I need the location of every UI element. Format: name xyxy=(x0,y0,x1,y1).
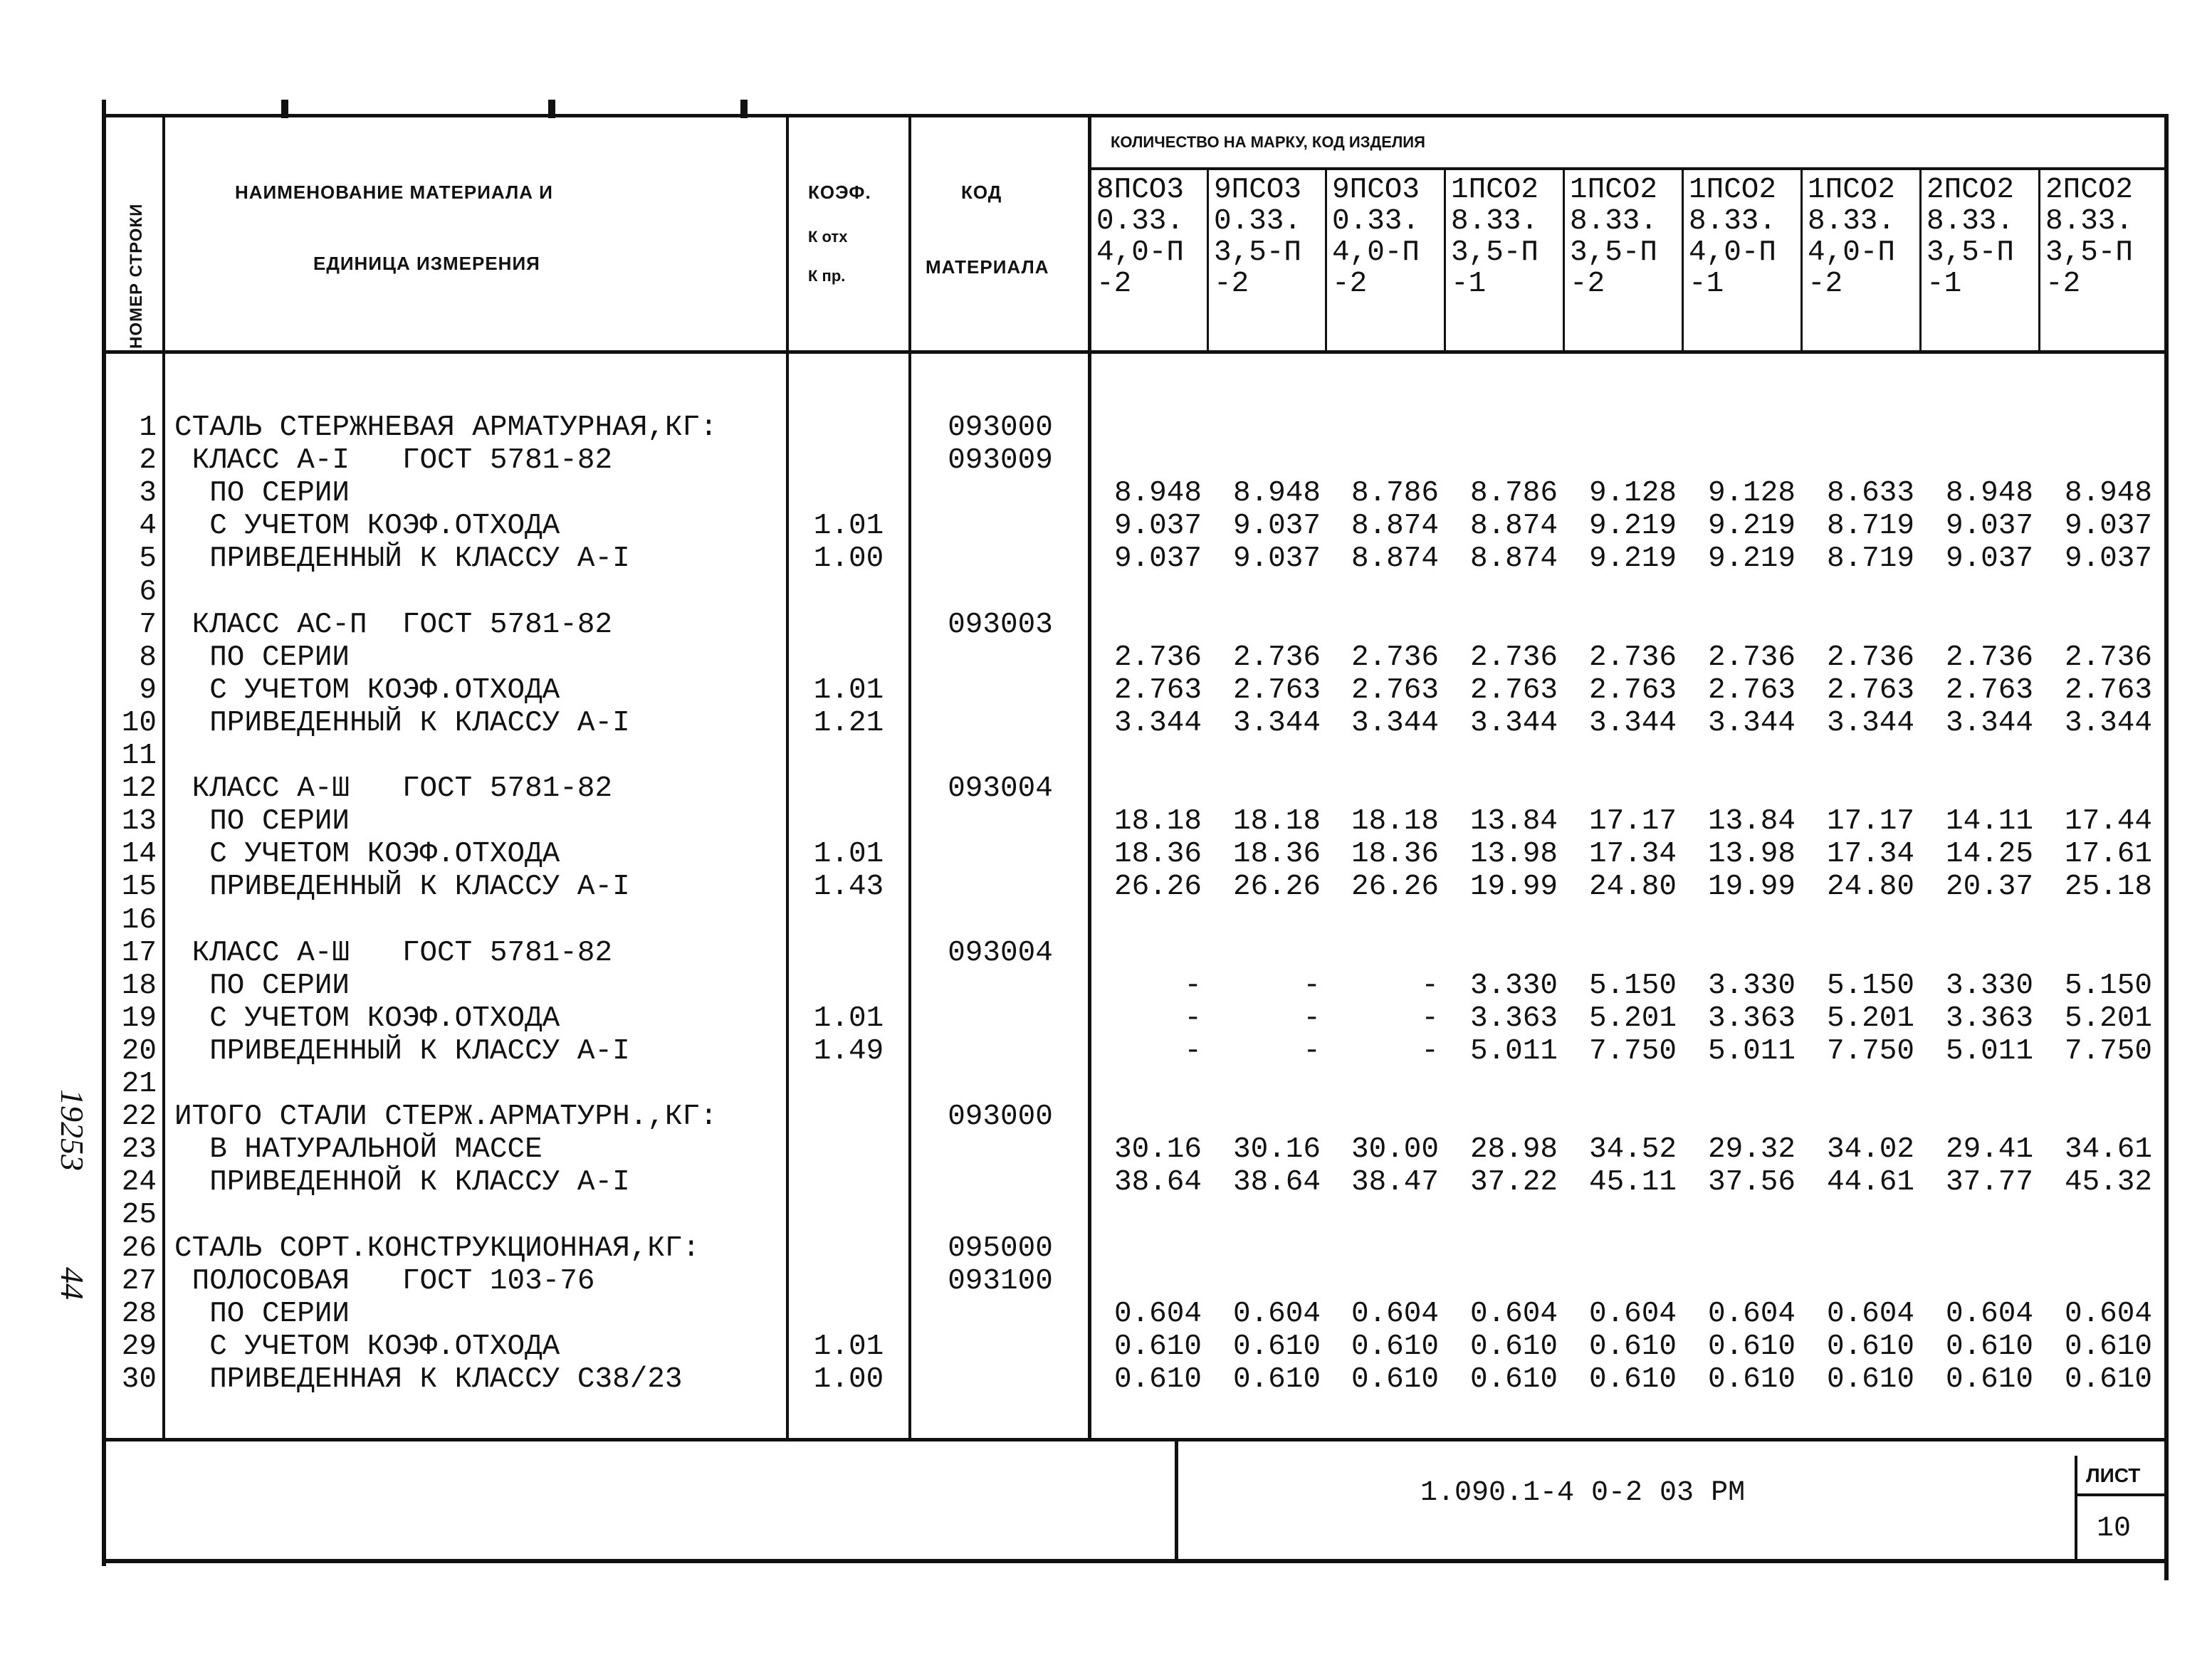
material-code: 093009 xyxy=(948,444,1053,477)
quantity-value: 0.610 xyxy=(2064,1363,2152,1396)
quantity-value: 5.201 xyxy=(2064,1002,2152,1035)
quantity-value: 0.610 xyxy=(1351,1330,1439,1363)
row-number: 26 xyxy=(121,1232,157,1265)
quantity-value: - xyxy=(1184,1035,1202,1068)
material-name: ПО СЕРИИ xyxy=(174,805,350,838)
material-name: С УЧЕТОМ КОЭФ.ОТХОДА xyxy=(174,838,560,871)
material-name: ПО СЕРИИ xyxy=(174,641,350,674)
material-name: ИТОГО СТАЛИ СТЕРЖ.АРМАТУРН.,КГ: xyxy=(174,1101,718,1133)
quantity-value: 8.874 xyxy=(1351,510,1439,542)
quantity-value: 0.610 xyxy=(1707,1330,1796,1363)
row-number: 23 xyxy=(121,1133,157,1166)
quantity-value: 5.201 xyxy=(1826,1002,1914,1035)
row-number: 22 xyxy=(121,1101,157,1133)
quantity-value: 19.99 xyxy=(1707,871,1796,903)
quantity-value: 29.41 xyxy=(1945,1133,2033,1166)
quantity-value: 9.128 xyxy=(1707,477,1796,510)
row-number: 24 xyxy=(121,1166,157,1199)
mark-header: 9ПСО3 0.33. 4,0-П -2 xyxy=(1332,174,1420,300)
quantity-value: 0.610 xyxy=(1588,1330,1677,1363)
frame-tick xyxy=(281,100,288,118)
quantity-value: 25.18 xyxy=(2064,871,2152,903)
quantity-value: 0.604 xyxy=(1351,1298,1439,1330)
quantity-value: 19.99 xyxy=(1469,871,1558,903)
margin-number-1: 19253 xyxy=(54,1089,90,1171)
row-number: 11 xyxy=(121,740,157,772)
quantity-value: 2.736 xyxy=(2064,641,2152,674)
quantity-value: 9.037 xyxy=(1945,510,2033,542)
quantity-value: 18.36 xyxy=(1351,838,1439,871)
quantity-value: 0.610 xyxy=(1469,1330,1558,1363)
material-name: ПРИВЕДЕННЫЙ К КЛАССУ А-I xyxy=(174,707,630,740)
row-number: 16 xyxy=(121,904,157,937)
mark-header: 1ПСО2 8.33. 4,0-П -1 xyxy=(1689,174,1777,300)
quantity-value: 9.037 xyxy=(2064,510,2152,542)
quantity-value: 3.344 xyxy=(1945,707,2033,740)
quantity-value: 0.604 xyxy=(1113,1298,1202,1330)
quantity-value: 8.719 xyxy=(1826,542,1914,575)
quantity-value: 3.363 xyxy=(1945,1002,2033,1035)
quantity-value: 8.786 xyxy=(1351,477,1439,510)
material-name: ПРИВЕДЕННЫЙ К КЛАССУ А-I xyxy=(174,542,630,575)
quantity-value: 2.736 xyxy=(1469,641,1558,674)
coefficient: 1.01 xyxy=(813,674,884,707)
quantity-value: 18.36 xyxy=(1232,838,1321,871)
quantity-value: 0.610 xyxy=(1232,1363,1321,1396)
quantity-value: 20.37 xyxy=(1945,871,2033,903)
coefficient: 1.21 xyxy=(813,707,884,740)
material-code: 093100 xyxy=(948,1265,1053,1298)
row-number: 12 xyxy=(121,772,157,805)
row-number: 2 xyxy=(139,444,157,477)
quantity-value: 24.80 xyxy=(1826,871,1914,903)
material-name: КЛАСС А-Ш ГОСТ 5781-82 xyxy=(174,772,613,805)
quantity-value: 0.610 xyxy=(1113,1363,1202,1396)
quantity-value: 0.604 xyxy=(1826,1298,1914,1330)
coefficient: 1.01 xyxy=(813,838,884,871)
quantity-value: 5.011 xyxy=(1945,1035,2033,1068)
col-divider-name xyxy=(786,114,789,1438)
quantity-value: 8.948 xyxy=(1113,477,1202,510)
quantity-value: 34.52 xyxy=(1588,1133,1677,1166)
quantity-value: 34.02 xyxy=(1826,1133,1914,1166)
mark-divider xyxy=(1682,169,1684,352)
quantity-value: 0.610 xyxy=(1113,1330,1202,1363)
sheet-label-line xyxy=(2075,1493,2167,1496)
row-number: 25 xyxy=(121,1199,157,1231)
material-code: 093004 xyxy=(948,772,1053,805)
coefficient: 1.01 xyxy=(813,1002,884,1035)
quantity-value: 38.47 xyxy=(1351,1166,1439,1199)
coef-header-line1: КОЭФ. xyxy=(808,182,871,203)
mark-divider xyxy=(2038,169,2040,352)
quantity-value: 0.604 xyxy=(1469,1298,1558,1330)
quantity-value: 17.34 xyxy=(1826,838,1914,871)
quantity-value: 13.98 xyxy=(1707,838,1796,871)
row-number: 29 xyxy=(121,1330,157,1363)
coef-header-line3: К пр. xyxy=(808,267,846,285)
quantity-value: 3.344 xyxy=(2064,707,2152,740)
quantity-value: 2.736 xyxy=(1945,641,2033,674)
quantity-value: 8.948 xyxy=(1945,477,2033,510)
row-number: 21 xyxy=(121,1068,157,1101)
coefficient: 1.49 xyxy=(813,1035,884,1068)
row-number: 3 xyxy=(139,477,157,510)
quantity-value: 0.610 xyxy=(1469,1363,1558,1396)
col-divider-code xyxy=(1088,114,1091,1438)
mark-divider xyxy=(1207,169,1209,352)
quantity-value: 45.11 xyxy=(1588,1166,1677,1199)
quantity-value: 17.61 xyxy=(2064,838,2152,871)
quantity-value: 8.786 xyxy=(1469,477,1558,510)
quantity-value: 2.763 xyxy=(1707,674,1796,707)
quantity-value: 18.18 xyxy=(1232,805,1321,838)
mark-divider xyxy=(1800,169,1803,352)
frame-tick xyxy=(548,100,555,118)
material-name: ПО СЕРИИ xyxy=(174,970,350,1002)
quantity-value: 9.037 xyxy=(2064,542,2152,575)
sheet-label: ЛИСТ xyxy=(2086,1464,2141,1486)
quantity-value: 18.36 xyxy=(1113,838,1202,871)
quantity-value: 2.736 xyxy=(1113,641,1202,674)
quantity-value: 45.32 xyxy=(2064,1166,2152,1199)
header-bottom-line xyxy=(102,350,2169,354)
quantity-value: 9.037 xyxy=(1113,542,1202,575)
name-header-line2: ЕДИНИЦА ИЗМЕРЕНИЯ xyxy=(313,253,540,274)
row-number: 30 xyxy=(121,1363,157,1396)
quantity-value: 0.610 xyxy=(1351,1363,1439,1396)
quantity-value: 7.750 xyxy=(1826,1035,1914,1068)
frame-tick xyxy=(740,100,748,118)
mark-header: 9ПСО3 0.33. 3,5-П -2 xyxy=(1214,174,1302,300)
quantity-value: 8.874 xyxy=(1351,542,1439,575)
quantity-value: 38.64 xyxy=(1232,1166,1321,1199)
quantity-value: 3.344 xyxy=(1588,707,1677,740)
quantity-value: 44.61 xyxy=(1826,1166,1914,1199)
mark-header: 2ПСО2 8.33. 3,5-П -1 xyxy=(1927,174,2015,300)
material-name: ПО СЕРИИ xyxy=(174,1298,350,1330)
mark-header: 2ПСО2 8.33. 3,5-П -2 xyxy=(2045,174,2134,300)
quantity-value: - xyxy=(1421,1002,1439,1035)
quantity-value: - xyxy=(1303,1002,1321,1035)
row-number: 8 xyxy=(139,641,157,674)
quantity-value: 5.011 xyxy=(1469,1035,1558,1068)
material-name: С УЧЕТОМ КОЭФ.ОТХОДА xyxy=(174,1330,560,1363)
quantity-value: 0.610 xyxy=(1707,1363,1796,1396)
row-number: 14 xyxy=(121,838,157,871)
col-divider-coef xyxy=(908,114,911,1438)
row-number: 27 xyxy=(121,1265,157,1298)
quantity-value: 5.150 xyxy=(1588,970,1677,1002)
quantity-value: - xyxy=(1184,1002,1202,1035)
quantity-value: 3.344 xyxy=(1113,707,1202,740)
quantity-value: 5.150 xyxy=(2064,970,2152,1002)
row-number: 28 xyxy=(121,1298,157,1330)
quantity-value: 3.344 xyxy=(1469,707,1558,740)
frame-bottom-border xyxy=(102,1559,2169,1563)
material-code: 095000 xyxy=(948,1232,1053,1265)
material-code: 093003 xyxy=(948,609,1053,641)
quantity-value: 2.763 xyxy=(1588,674,1677,707)
quantity-value: 0.604 xyxy=(1945,1298,2033,1330)
quantity-header-line xyxy=(1089,167,2169,170)
code-header-line1: КОД xyxy=(961,182,1002,203)
name-header-line1: НАИМЕНОВАНИЕ МАТЕРИАЛА И xyxy=(235,182,553,203)
quantity-value: 5.150 xyxy=(1826,970,1914,1002)
quantity-value: 18.18 xyxy=(1351,805,1439,838)
quantity-value: 2.763 xyxy=(1945,674,2033,707)
quantity-value: 18.18 xyxy=(1113,805,1202,838)
quantity-value: 26.26 xyxy=(1113,871,1202,903)
quantity-value: 37.56 xyxy=(1707,1166,1796,1199)
quantity-value: 8.948 xyxy=(2064,477,2152,510)
quantity-value: 2.736 xyxy=(1588,641,1677,674)
quantity-value: 0.610 xyxy=(2064,1330,2152,1363)
quantity-value: 14.11 xyxy=(1945,805,2033,838)
quantity-value: 26.26 xyxy=(1351,871,1439,903)
coefficient: 1.01 xyxy=(813,1330,884,1363)
quantity-value: 5.011 xyxy=(1707,1035,1796,1068)
quantity-value: - xyxy=(1184,970,1202,1002)
quantity-value: 2.736 xyxy=(1707,641,1796,674)
quantity-value: 0.604 xyxy=(1588,1298,1677,1330)
table-bottom-line xyxy=(102,1438,2169,1441)
quantity-value: 0.610 xyxy=(1232,1330,1321,1363)
row-number: 4 xyxy=(139,510,157,542)
code-header-line2: МАТЕРИАЛА xyxy=(926,256,1049,278)
material-name: КЛАСС АС-П ГОСТ 5781-82 xyxy=(174,609,613,641)
material-name: ПО СЕРИИ xyxy=(174,477,350,510)
material-name: ПРИВЕДЕННЫЙ К КЛАССУ А-I xyxy=(174,871,630,903)
frame-left-border xyxy=(102,100,106,1566)
quantity-value: 24.80 xyxy=(1588,871,1677,903)
col-divider-number xyxy=(162,114,165,1438)
quantity-value: 3.330 xyxy=(1469,970,1558,1002)
material-name: С УЧЕТОМ КОЭФ.ОТХОДА xyxy=(174,674,560,707)
sheet-divider xyxy=(2075,1456,2077,1560)
quantity-value: - xyxy=(1303,970,1321,1002)
coefficient: 1.00 xyxy=(813,1363,884,1396)
quantity-value: 9.219 xyxy=(1707,542,1796,575)
quantity-value: 3.330 xyxy=(1945,970,2033,1002)
quantity-value: 9.219 xyxy=(1588,510,1677,542)
stamp-divider xyxy=(1175,1439,1178,1560)
quantity-value: 2.763 xyxy=(1351,674,1439,707)
mark-divider xyxy=(1325,169,1327,352)
quantity-value: 8.948 xyxy=(1232,477,1321,510)
material-name: СТАЛЬ СОРТ.КОНСТРУКЦИОННАЯ,КГ: xyxy=(174,1232,701,1265)
quantity-value: 0.610 xyxy=(1945,1363,2033,1396)
coefficient: 1.01 xyxy=(813,510,884,542)
quantity-value: 2.736 xyxy=(1351,641,1439,674)
frame-right-border xyxy=(2164,114,2169,1580)
quantity-value: 0.604 xyxy=(2064,1298,2152,1330)
quantity-value: 17.17 xyxy=(1826,805,1914,838)
quantity-value: 0.604 xyxy=(1232,1298,1321,1330)
material-name: СТАЛЬ СТЕРЖНЕВАЯ АРМАТУРНАЯ,КГ: xyxy=(174,411,718,444)
row-number: 20 xyxy=(121,1035,157,1068)
row-number: 15 xyxy=(121,871,157,903)
quantity-value: 9.219 xyxy=(1707,510,1796,542)
quantity-header: КОЛИЧЕСТВО НА МАРКУ, КОД ИЗДЕЛИЯ xyxy=(1111,133,1425,151)
quantity-value: 37.77 xyxy=(1945,1166,2033,1199)
quantity-value: 8.633 xyxy=(1826,477,1914,510)
quantity-value: 2.736 xyxy=(1826,641,1914,674)
mark-header: 1ПСО2 8.33. 4,0-П -2 xyxy=(1808,174,1896,300)
material-name: КЛАСС А-I ГОСТ 5781-82 xyxy=(174,444,613,477)
quantity-value: - xyxy=(1421,970,1439,1002)
quantity-value: 13.98 xyxy=(1469,838,1558,871)
quantity-value: 7.750 xyxy=(1588,1035,1677,1068)
quantity-value: 7.750 xyxy=(2064,1035,2152,1068)
quantity-value: - xyxy=(1303,1035,1321,1068)
quantity-value: 9.037 xyxy=(1945,542,2033,575)
quantity-value: 3.344 xyxy=(1826,707,1914,740)
quantity-value: 9.037 xyxy=(1232,510,1321,542)
quantity-value: 9.037 xyxy=(1232,542,1321,575)
quantity-value: 5.201 xyxy=(1588,1002,1677,1035)
quantity-value: 30.16 xyxy=(1113,1133,1202,1166)
row-number: 10 xyxy=(121,707,157,740)
quantity-value: 30.00 xyxy=(1351,1133,1439,1166)
row-number: 19 xyxy=(121,1002,157,1035)
quantity-value: 2.763 xyxy=(2064,674,2152,707)
coef-header-line2: К отх xyxy=(808,228,848,246)
quantity-value: 3.363 xyxy=(1707,1002,1796,1035)
material-code: 093000 xyxy=(948,411,1053,444)
quantity-value: 8.719 xyxy=(1826,510,1914,542)
row-number: 5 xyxy=(139,542,157,575)
quantity-value: 9.219 xyxy=(1588,542,1677,575)
mark-header: 1ПСО2 8.33. 3,5-П -1 xyxy=(1451,174,1539,300)
quantity-value: 29.32 xyxy=(1707,1133,1796,1166)
quantity-value: 8.874 xyxy=(1469,510,1558,542)
row-number: 18 xyxy=(121,970,157,1002)
quantity-value: 0.604 xyxy=(1707,1298,1796,1330)
quantity-value: 3.344 xyxy=(1707,707,1796,740)
quantity-value: 3.344 xyxy=(1351,707,1439,740)
quantity-value: 17.17 xyxy=(1588,805,1677,838)
row-number: 7 xyxy=(139,609,157,641)
line-number-header: НОМЕР СТРОКИ xyxy=(127,203,146,349)
material-code: 093004 xyxy=(948,937,1053,970)
quantity-value: 17.44 xyxy=(2064,805,2152,838)
quantity-value: 34.61 xyxy=(2064,1133,2152,1166)
quantity-value: 28.98 xyxy=(1469,1133,1558,1166)
material-name: ПРИВЕДЕННАЯ К КЛАССУ С38/23 xyxy=(174,1363,683,1396)
quantity-value: 0.610 xyxy=(1588,1363,1677,1396)
coefficient: 1.00 xyxy=(813,542,884,575)
quantity-value: 2.736 xyxy=(1232,641,1321,674)
quantity-value: 37.22 xyxy=(1469,1166,1558,1199)
quantity-value: 9.037 xyxy=(1113,510,1202,542)
frame-top-border xyxy=(102,114,2169,117)
quantity-value: 3.363 xyxy=(1469,1002,1558,1035)
quantity-value: 2.763 xyxy=(1232,674,1321,707)
quantity-value: 3.330 xyxy=(1707,970,1796,1002)
row-number: 13 xyxy=(121,805,157,838)
row-number: 1 xyxy=(139,411,157,444)
quantity-value: 0.610 xyxy=(1826,1363,1914,1396)
quantity-value: 0.610 xyxy=(1945,1330,2033,1363)
material-name: ПРИВЕДЕННОЙ К КЛАССУ А-I xyxy=(174,1166,630,1199)
quantity-value: 3.344 xyxy=(1232,707,1321,740)
material-name: В НАТУРАЛЬНОЙ МАССЕ xyxy=(174,1133,542,1166)
quantity-value: 13.84 xyxy=(1469,805,1558,838)
quantity-value: 14.25 xyxy=(1945,838,2033,871)
material-name: ПРИВЕДЕННЫЙ К КЛАССУ А-I xyxy=(174,1035,630,1068)
document-code: 1.090.1-4 0-2 03 РМ xyxy=(1420,1477,1746,1509)
quantity-value: 2.763 xyxy=(1469,674,1558,707)
row-number: 6 xyxy=(139,576,157,609)
material-name: КЛАСС А-Ш ГОСТ 5781-82 xyxy=(174,937,613,970)
material-name: С УЧЕТОМ КОЭФ.ОТХОДА xyxy=(174,1002,560,1035)
coefficient: 1.43 xyxy=(813,871,884,903)
margin-number-2: 44 xyxy=(54,1267,90,1300)
quantity-value: 13.84 xyxy=(1707,805,1796,838)
material-name: С УЧЕТОМ КОЭФ.ОТХОДА xyxy=(174,510,560,542)
quantity-value: 17.34 xyxy=(1588,838,1677,871)
quantity-value: - xyxy=(1421,1035,1439,1068)
quantity-value: 8.874 xyxy=(1469,542,1558,575)
mark-divider xyxy=(1919,169,1922,352)
quantity-value: 9.128 xyxy=(1588,477,1677,510)
mark-divider xyxy=(1563,169,1565,352)
mark-divider xyxy=(1444,169,1446,352)
sheet-number: 10 xyxy=(2097,1513,2132,1545)
material-name: ПОЛОСОВАЯ ГОСТ 103-76 xyxy=(174,1265,595,1298)
row-number: 17 xyxy=(121,937,157,970)
quantity-value: 2.763 xyxy=(1113,674,1202,707)
quantity-value: 2.763 xyxy=(1826,674,1914,707)
mark-header: 1ПСО2 8.33. 3,5-П -2 xyxy=(1570,174,1658,300)
quantity-value: 26.26 xyxy=(1232,871,1321,903)
quantity-value: 30.16 xyxy=(1232,1133,1321,1166)
material-code: 093000 xyxy=(948,1101,1053,1133)
quantity-value: 38.64 xyxy=(1113,1166,1202,1199)
quantity-value: 0.610 xyxy=(1826,1330,1914,1363)
mark-header: 8ПСО3 0.33. 4,0-П -2 xyxy=(1096,174,1185,300)
row-number: 9 xyxy=(139,674,157,707)
